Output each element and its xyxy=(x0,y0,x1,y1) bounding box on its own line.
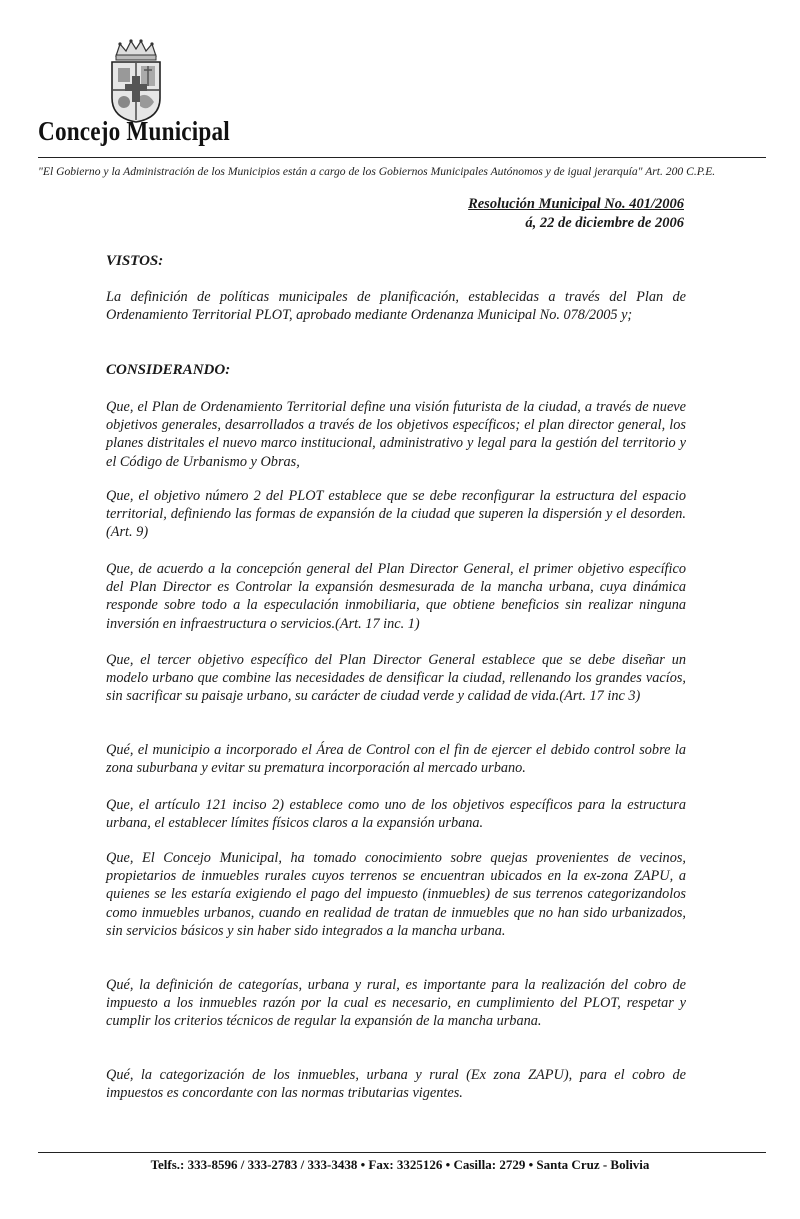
considerando-paragraph-6: Que, el artículo 121 inciso 2) establece como uno de los objetivos específicos para la estructura urbana, el establecer límites físicos claros a la expansión urbana. xyxy=(106,797,686,832)
municipal-crest-icon xyxy=(106,36,166,124)
header-divider xyxy=(38,157,766,158)
considerando-paragraph-5: Qué, el municipio a incorporado el Área de Control con el fin de ejercer el debido control sobre la zona suburbana y evitar su prematura incorporación al mercado urbano. xyxy=(106,742,686,777)
considerando-paragraph-3: Que, de acuerdo a la concepción general del Plan Director General, el primer objetivo específico del Plan Director es Controlar la expansión desmesurada de la mancha urbana, cuya dinámica responde sobre todo a la especulación inmobiliaria, que obtiene beneficios sin realizar ninguna inversión en infraestructura o servicios.(Art. 17 inc. 1) xyxy=(106,561,686,632)
considerando-paragraph-7: Que, El Concejo Municipal, ha tomado conocimiento sobre quejas provenientes de vecinos, propietarios de inmuebles rurales cuyos terrenos se encuentran ubicados en la ex-zona ZAPU, a quienes se les estaría exigiendo el pago del impuesto (inmuebles) de sus terrenos categorizandolos como inmuebles urbanos, cuando en realidad de tratan de inmuebles que no han sido urbanizados, sin servicios básicos y sin haber sido integrados a la mancha urbana. xyxy=(106,850,686,939)
organization-title: Concejo Municipal xyxy=(38,116,230,146)
footer-divider xyxy=(38,1152,766,1153)
header-motto: "El Gobierno y la Administración de los Municipios están a cargo de los Gobiernos Municipales Autónomos y de igual jerarquía" Art. 200 C.P.E. xyxy=(38,165,716,178)
considerando-paragraph-1: Que, el Plan de Ordenamiento Territorial define una visión futurista de la ciudad, a través de nueve objetivos generales, desarrollados a través de los objetivos específicos; el plan director general, los planes distritales el nuevo marco institucional, administrativo y legal para la gestión del territorio y el Código de Urbanismo y Obras, xyxy=(106,399,686,470)
footer-contact: Telfs.: 333-8596 / 333-2783 / 333-3438 • Fax: 3325126 • Casilla: 2729 • Santa Cruz - Bolivia xyxy=(150,1157,650,1172)
considerando-paragraph-2: Que, el objetivo número 2 del PLOT establece que se debe reconfigurar la estructura del espacio territorial, definiendo las formas de expansión de la ciudad que superen la dispersión y el desorden. (Art. 9) xyxy=(106,488,686,541)
resolution-block xyxy=(468,195,684,233)
vistos-heading: VISTOS: xyxy=(106,253,164,269)
resolution-date: á, 22 de diciembre de 2006 xyxy=(525,215,684,231)
considerando-paragraph-4: Que, el tercer objetivo específico del Plan Director General establece que se debe diseñar un modelo urbano que combine las necesidades de densificar la ciudad, rellenando los grandes vacíos, sin sacrificar su paisaje urbano, su carácter de ciudad verde y calidad de vida.(Art. 17 inc 3) xyxy=(106,652,686,705)
vistos-paragraph: La definición de políticas municipales de planificación, establecidas a través del Plan de Ordenamiento Territorial PLOT, aprobado mediante Ordenanza Municipal No. 078/2005 y; xyxy=(106,289,686,324)
resolution-number: Resolución Municipal No. 401/2006 xyxy=(468,196,684,212)
considerando-paragraph-9: Qué, la categorización de los inmuebles, urbana y rural (Ex zona ZAPU), para el cobro de impuestos es concordante con las normas tributarias vigentes. xyxy=(106,1067,686,1102)
considerando-paragraph-8: Qué, la definición de categorías, urbana y rural, es importante para la realización del cobro de impuesto a los inmuebles razón por la cual es necesario, en cumplimiento del PLOT, respetar y cumplir los criterios técnicos de regular la expansión de la mancha urbana. xyxy=(106,977,686,1030)
considerando-heading: CONSIDERANDO: xyxy=(106,362,231,378)
